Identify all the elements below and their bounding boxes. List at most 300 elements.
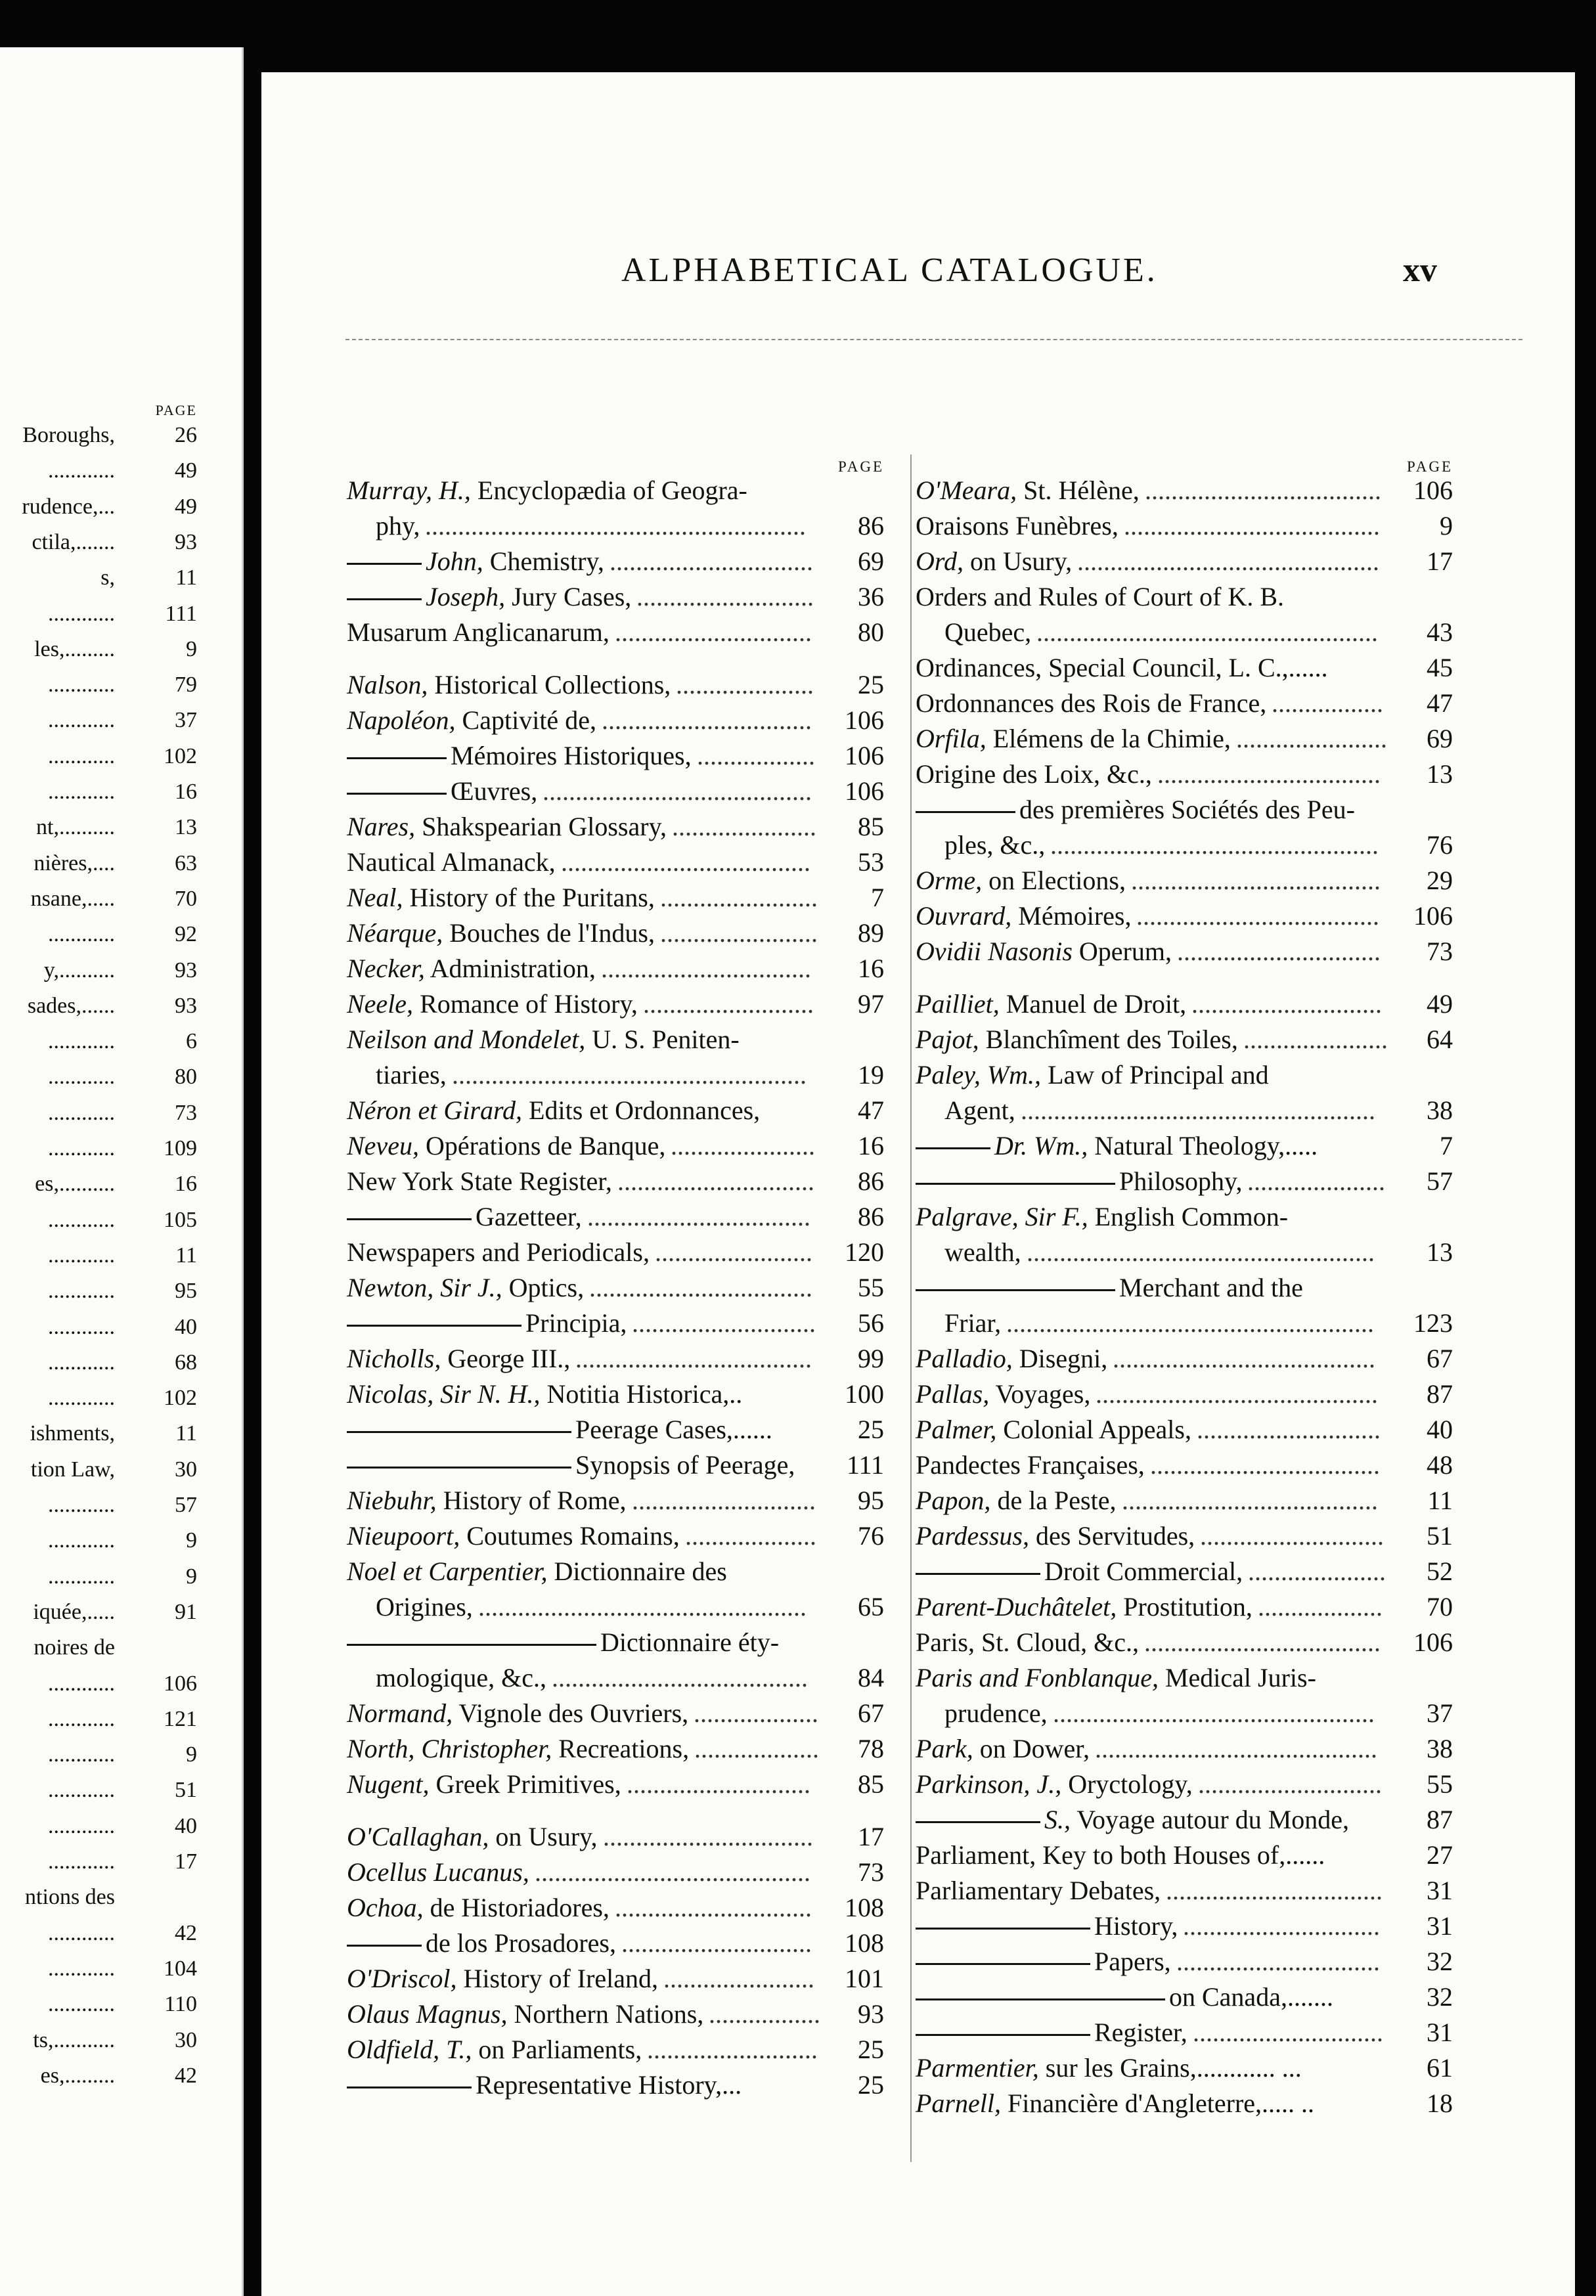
entry-text	[347, 703, 596, 738]
left-fragment-text: ............	[48, 922, 115, 947]
entry-author: Oldfield, T.,	[347, 2035, 472, 2064]
leader-dots: ................................	[603, 1822, 813, 1851]
ditto-rule	[347, 1644, 596, 1646]
entry-page-number: 93	[858, 1999, 884, 2029]
leader-dots: ........................................................	[1006, 1308, 1374, 1338]
ditto-rule	[347, 598, 422, 600]
entry-page-number: 43	[1427, 617, 1453, 647]
ditto-rule	[916, 1289, 1115, 1291]
entry-title: Greek Primitives,	[429, 1769, 621, 1799]
left-fragment-page-number: 73	[175, 1100, 197, 1125]
leader-dots: ..................................	[1157, 759, 1381, 789]
left-fragment-text: ............	[48, 1528, 115, 1553]
left-fragment-text: ............	[48, 1350, 115, 1375]
left-fragment-text: ............	[48, 1564, 115, 1589]
entry-title: Vignole des Ouvriers,	[453, 1698, 689, 1728]
entry-page-number: 67	[1427, 1344, 1453, 1373]
entry-author: Parnell,	[916, 2088, 1001, 2118]
entry-author: Néarque,	[347, 918, 443, 948]
entry-text	[347, 774, 537, 809]
left-fragment-text: ............	[48, 673, 115, 697]
left-fragment-page-number: 68	[175, 1350, 197, 1375]
entry-text	[944, 1696, 1048, 1731]
left-fragment-page-number: 104	[164, 1956, 197, 1981]
entry-author: Noel et Carpentier,	[347, 1556, 548, 1586]
entry-author: Newton, Sir J.,	[347, 1273, 502, 1302]
entry-page-number: 56	[858, 1308, 884, 1338]
leader-dots: ........................................	[1113, 1344, 1375, 1373]
entry-title: U. S. Peniten-	[585, 1025, 740, 1054]
entry-title: Edits et Ordonnances,	[522, 1095, 761, 1125]
entry-text	[916, 1589, 1252, 1625]
entry-author: S.,	[1044, 1805, 1071, 1834]
entry-author: Ouvrard,	[916, 901, 1012, 931]
catalogue-entry	[916, 1979, 1453, 2015]
catalogue-entry	[347, 1518, 884, 1554]
left-fragment-text: ............	[48, 1849, 115, 1874]
entry-title: Peerage Cases,......	[575, 1415, 772, 1444]
entry-text	[347, 1855, 529, 1890]
entry-title: Operum,	[1072, 937, 1172, 966]
left-fragment-text: ............	[48, 708, 115, 733]
entry-page-number: 38	[1427, 1095, 1453, 1125]
entry-text	[916, 721, 1231, 757]
entry-title: des Servitudes,	[1029, 1521, 1195, 1551]
entry-page-number: 87	[1427, 1379, 1453, 1409]
entry-text	[916, 1412, 1191, 1447]
catalogue-entry	[916, 1873, 1453, 1909]
catalogue-page	[261, 72, 1575, 2296]
entry-text	[916, 1660, 1316, 1696]
left-fragment-page-number: 40	[175, 1314, 197, 1339]
left-page-label: PAGE	[155, 402, 197, 418]
entry-text	[916, 1767, 1193, 1802]
entry-title: George III.,	[441, 1344, 571, 1373]
entry-author: O'Callaghan,	[347, 1822, 489, 1851]
catalogue-entry	[916, 686, 1453, 721]
catalogue-entry	[347, 1554, 884, 1589]
entry-text	[347, 2032, 642, 2067]
leader-dots: ........................	[655, 1237, 812, 1267]
leader-dots: ..........................	[643, 989, 814, 1019]
catalogue-entry	[347, 1235, 884, 1270]
entry-page-number: 19	[858, 1060, 884, 1090]
catalogue-entry	[347, 1447, 884, 1483]
entry-text	[347, 1447, 795, 1483]
entry-title: Captivité de,	[455, 705, 596, 735]
entry-title: sur les Grains,............ ...	[1038, 2053, 1302, 2083]
entry-author: O'Driscol,	[347, 1964, 457, 1993]
left-fragment-text: noires de	[33, 1635, 115, 1660]
entry-page-number: 111	[846, 1450, 884, 1480]
ditto-rule	[916, 1573, 1040, 1575]
entry-text	[916, 2050, 1302, 2086]
entry-text	[916, 1164, 1242, 1199]
entry-page-number: 17	[1427, 546, 1453, 576]
entry-page-number: 106	[845, 776, 884, 806]
entry-title: Parliamentary Debates,	[916, 1876, 1161, 1905]
entry-text	[916, 1447, 1145, 1483]
entry-author: Paley, Wm.,	[916, 1060, 1042, 1090]
entry-title: Voyage autour du Monde,	[1071, 1805, 1350, 1834]
entry-author: Normand,	[347, 1698, 453, 1728]
left-fragment-text: tion Law,	[30, 1457, 115, 1482]
left-fragment-page-number: 37	[175, 708, 197, 733]
left-fragment-page-number: 9	[186, 1564, 197, 1589]
entry-author: Neilson and Mondelet,	[347, 1025, 586, 1054]
left-fragment-page-number: 9	[186, 636, 197, 661]
left-fragment-page-number: 102	[164, 743, 197, 768]
entry-text	[916, 1057, 1269, 1093]
entry-text	[916, 1731, 1090, 1767]
catalogue-entry	[916, 1093, 1453, 1128]
ditto-rule	[916, 1147, 990, 1149]
left-fragment-text: ............	[48, 1065, 115, 1090]
left-fragment-page-number: 51	[175, 1778, 197, 1803]
catalogue-entry	[916, 1944, 1453, 1979]
leader-dots: ...............................	[610, 546, 813, 576]
entry-text	[916, 792, 1355, 828]
catalogue-entry	[347, 1819, 884, 1855]
ditto-rule	[347, 757, 447, 759]
entry-page-number: 31	[1427, 1876, 1453, 1905]
left-fragment-page-number: 17	[175, 1849, 197, 1874]
entry-page-number: 76	[858, 1521, 884, 1551]
entry-text	[347, 473, 747, 508]
entry-title: Nautical Almanack,	[347, 847, 556, 877]
leader-dots: .................	[1272, 688, 1383, 718]
catalogue-entry	[916, 792, 1453, 828]
entry-author: Neele,	[347, 989, 414, 1019]
entry-page-number: 40	[1427, 1415, 1453, 1444]
catalogue-entry	[347, 508, 884, 544]
ditto-rule	[347, 793, 447, 795]
leader-dots: ..............................	[615, 1893, 812, 1922]
entry-title: Œuvres,	[451, 776, 538, 806]
entry-text	[916, 986, 1186, 1022]
entry-page-number: 76	[1427, 830, 1453, 860]
catalogue-entry	[347, 1377, 884, 1412]
leader-dots: ..................................	[587, 1202, 810, 1231]
entry-page-number: 89	[858, 918, 884, 948]
leader-dots: ........................	[660, 918, 818, 948]
leader-dots: ..........................................................	[425, 511, 806, 541]
catalogue-entry	[347, 845, 884, 880]
left-fragment-text: ............	[48, 1493, 115, 1517]
entry-text	[916, 686, 1266, 721]
leader-dots: ..............................	[615, 617, 812, 647]
catalogue-entry	[916, 1518, 1453, 1554]
catalogue-entry	[916, 650, 1453, 686]
leader-dots: ......................................................	[452, 1060, 807, 1090]
ditto-rule	[916, 2034, 1090, 2036]
entry-title: Colonial Appeals,	[996, 1415, 1191, 1444]
catalogue-entry	[347, 986, 884, 1022]
entry-page-number: 36	[858, 582, 884, 611]
ditto-rule	[347, 1431, 571, 1433]
entry-title: Gazetteer,	[476, 1202, 582, 1231]
entry-text	[376, 1057, 447, 1093]
entry-title: Quebec,	[944, 617, 1032, 647]
leader-dots: .......................................	[1122, 1486, 1378, 1515]
catalogue-entry	[347, 579, 884, 615]
entry-text	[916, 1625, 1139, 1660]
entry-page-number: 25	[858, 670, 884, 699]
leader-dots: .....................	[1248, 1556, 1386, 1586]
entry-text	[916, 2086, 1314, 2121]
left-page-fragment	[0, 47, 244, 2296]
entry-title: on Dower,	[973, 1734, 1090, 1763]
entry-text	[347, 2067, 742, 2103]
entry-text	[347, 1128, 665, 1164]
catalogue-entry	[347, 473, 884, 508]
entry-title: Oraisons Funèbres,	[916, 511, 1119, 541]
entry-title: Synopsis of Peerage,	[575, 1450, 795, 1480]
catalogue-entry	[916, 1731, 1453, 1767]
left-fragment-text: ............	[48, 1742, 115, 1767]
entry-text	[347, 1341, 570, 1377]
entry-page-number: 108	[845, 1893, 884, 1922]
catalogue-entry	[916, 1057, 1453, 1093]
entry-author: Pajot,	[916, 1025, 979, 1054]
entry-page-number: 84	[858, 1663, 884, 1692]
catalogue-entry	[347, 951, 884, 986]
entry-title: Recreations,	[552, 1734, 690, 1763]
entry-author: Paris and Fonblanque,	[916, 1663, 1159, 1692]
left-fragment-text: rudence,...	[22, 494, 115, 519]
left-fragment-text: ............	[48, 743, 115, 768]
page-title: ALPHABETICAL CATALOGUE.	[621, 252, 1158, 289]
catalogue-entry	[916, 1589, 1453, 1625]
entry-page-number: 85	[858, 1769, 884, 1799]
catalogue-entry	[916, 721, 1453, 757]
entry-title: Jury Cases,	[505, 582, 632, 611]
entry-page-number: 65	[858, 1592, 884, 1622]
entry-text	[347, 986, 638, 1022]
left-fragment-page-number: 121	[164, 1706, 197, 1731]
left-fragment-page-number: 105	[164, 1207, 197, 1232]
entry-title: tiaries,	[376, 1060, 447, 1090]
entry-page-number: 49	[1427, 989, 1453, 1019]
catalogue-entry	[916, 1164, 1453, 1199]
catalogue-entry	[916, 1696, 1453, 1731]
entry-page-number: 52	[1427, 1556, 1453, 1586]
entry-title: Optics,	[502, 1273, 585, 1302]
catalogue-entry	[916, 1412, 1453, 1447]
entry-text	[347, 1731, 689, 1767]
entry-title: Voyages,	[989, 1379, 1091, 1409]
entry-title: Bouches de l'Indus,	[443, 918, 655, 948]
left-fragment-page-number: 79	[175, 673, 197, 697]
catalogue-entry	[916, 1554, 1453, 1589]
leader-dots: .............................	[1193, 2018, 1383, 2047]
catalogue-entry	[347, 1199, 884, 1235]
catalogue-entry	[347, 1767, 884, 1802]
left-fragment-text: ............	[48, 458, 115, 483]
catalogue-entry	[916, 1235, 1453, 1270]
entry-text	[347, 1926, 616, 1961]
leader-dots: ..................................................	[1050, 830, 1379, 860]
entry-title: on Usury,	[963, 546, 1073, 576]
left-fragment-page-number: 63	[175, 850, 197, 875]
catalogue-entry	[916, 544, 1453, 579]
entry-page-number: 86	[858, 511, 884, 541]
entry-page-number: 106	[845, 705, 884, 735]
entry-text	[347, 845, 556, 880]
entry-title: wealth,	[944, 1237, 1021, 1267]
entry-page-number: 87	[1427, 1805, 1453, 1834]
leader-dots: .................................	[1166, 1876, 1383, 1905]
catalogue-entry	[916, 1767, 1453, 1802]
entry-text	[916, 473, 1140, 508]
ditto-rule	[916, 1183, 1115, 1185]
catalogue-entry	[916, 1660, 1453, 1696]
entry-title: Papers,	[1094, 1947, 1171, 1976]
left-fragment-page-number: 9	[186, 1528, 197, 1553]
catalogue-entry	[347, 1926, 884, 1961]
left-fragment-page-number: 49	[175, 494, 197, 519]
entry-page-number: 57	[1427, 1166, 1453, 1196]
leader-dots: .........................................	[543, 776, 812, 806]
leader-dots: .......................................	[552, 1663, 808, 1692]
catalogue-entry	[916, 934, 1453, 969]
left-fragment-text: ............	[48, 1813, 115, 1838]
left-fragment-page-number: 9	[186, 1742, 197, 1767]
left-fragment-page-number: 93	[175, 529, 197, 554]
catalogue-entry	[347, 738, 884, 774]
ditto-rule	[916, 1821, 1040, 1823]
entry-author: Palladio,	[916, 1344, 1013, 1373]
left-fragment-page-number: 6	[186, 1029, 197, 1054]
catalogue-entry	[347, 703, 884, 738]
entry-text	[347, 1997, 703, 2032]
left-fragment-page-number: 13	[175, 815, 197, 840]
ditto-rule	[916, 811, 1015, 813]
entry-text	[916, 1944, 1171, 1979]
entry-text	[916, 934, 1172, 969]
entry-title: Principia,	[525, 1308, 627, 1338]
entry-author: Neveu,	[347, 1131, 419, 1160]
page-folio: xv	[1403, 252, 1437, 289]
entry-text	[347, 1961, 658, 1997]
entry-title: St. Hélène,	[1017, 475, 1140, 505]
entry-title: New York State Register,	[347, 1166, 612, 1196]
entry-text	[347, 615, 610, 650]
left-fragment-text: sades,......	[27, 993, 115, 1018]
leader-dots: ..................................	[589, 1273, 812, 1302]
left-fragment-text: ............	[48, 1671, 115, 1696]
left-fragment-text: ts,...........	[33, 2027, 115, 2052]
entry-text	[916, 757, 1152, 792]
entry-author: Nicolas, Sir N. H.,	[347, 1379, 541, 1409]
leader-dots: ............................	[632, 1308, 816, 1338]
leader-dots: ......................	[672, 812, 816, 841]
entry-page-number: 108	[845, 1928, 884, 1958]
leader-dots: .......................	[663, 1964, 814, 1993]
entry-page-number: 73	[1427, 937, 1453, 966]
leader-dots: ...................	[694, 1734, 819, 1763]
catalogue-entry	[347, 667, 884, 703]
left-fragment-page-number: 102	[164, 1386, 197, 1411]
leader-dots: ..........................................	[535, 1857, 810, 1887]
entry-author: Ovidii Nasonis	[916, 937, 1073, 966]
catalogue-entry	[916, 473, 1453, 508]
leader-dots: ..............................	[617, 1166, 814, 1196]
entry-author: Niebuhr,	[347, 1486, 437, 1515]
entry-title: Encyclopædia of Geogra-	[470, 475, 747, 505]
leader-dots: ......................	[671, 1131, 815, 1160]
entry-page-number: 69	[858, 546, 884, 576]
entry-title: Law of Principal and	[1041, 1060, 1269, 1090]
entry-title: mologique, &c.,	[376, 1663, 546, 1692]
leader-dots: .......................	[1236, 724, 1387, 753]
entry-text	[916, 1128, 1318, 1164]
entry-author: Pallas,	[916, 1379, 990, 1409]
catalogue-entry	[347, 1483, 884, 1518]
ditto-rule	[347, 1945, 422, 1947]
left-fragment-page-number: 95	[175, 1279, 197, 1304]
ditto-rule	[347, 1467, 571, 1468]
entry-author: Nicholls,	[347, 1344, 441, 1373]
entry-page-number: 16	[858, 1131, 884, 1160]
entry-text	[347, 1767, 621, 1802]
left-fragment-page-number: 16	[175, 1172, 197, 1197]
entry-title: Coutumes Romains,	[460, 1521, 680, 1551]
entry-title: Register,	[1094, 2018, 1187, 2047]
entry-author: Dr. Wm.,	[994, 1131, 1088, 1160]
leader-dots: .....................	[676, 670, 814, 699]
entry-text	[376, 1589, 473, 1625]
left-fragment-page-number: 11	[175, 1243, 197, 1268]
leader-dots: ......................................	[561, 847, 810, 877]
entry-text	[376, 508, 420, 544]
catalogue-entry	[916, 1377, 1453, 1412]
entry-title: Dictionnaire des	[547, 1556, 727, 1586]
entry-title: Origine des Loix, &c.,	[916, 759, 1152, 789]
entry-title: Administration,	[424, 954, 596, 983]
entry-author: Murray, H.,	[347, 475, 471, 505]
ditto-rule	[347, 1325, 521, 1327]
leader-dots: ............................	[1197, 1415, 1381, 1444]
left-fragment-page-number: 109	[164, 1136, 197, 1160]
catalogue-entry	[347, 615, 884, 650]
entry-title: prudence,	[944, 1698, 1048, 1728]
entry-title: Mémoires Historiques,	[451, 741, 692, 770]
entry-page-number: 73	[858, 1857, 884, 1887]
entry-text	[944, 1306, 1001, 1341]
catalogue-entry	[916, 2050, 1453, 2086]
catalogue-entry	[347, 1625, 884, 1660]
entry-page-number: 106	[1413, 475, 1453, 505]
catalogue-entry	[916, 863, 1453, 898]
entry-page-number: 67	[858, 1698, 884, 1728]
catalogue-entry	[347, 1997, 884, 2032]
entry-page-number: 7	[871, 883, 884, 912]
left-fragment-text: ............	[48, 1778, 115, 1803]
entry-page-number: 120	[845, 1237, 884, 1267]
left-fragment-text: Boroughs,	[22, 423, 115, 447]
entry-page-number: 48	[1427, 1450, 1453, 1480]
entry-author: Neal,	[347, 883, 403, 912]
entry-text	[347, 1199, 582, 1235]
entry-page-number: 99	[858, 1344, 884, 1373]
catalogue-entry	[916, 1341, 1453, 1377]
entry-title: Notitia Historica,..	[540, 1379, 743, 1409]
entry-title: Droit Commercial,	[1044, 1556, 1243, 1586]
leader-dots: ....................................	[1145, 475, 1381, 505]
left-fragment-text: ............	[48, 1706, 115, 1731]
left-fragment-page-number: 92	[175, 922, 197, 947]
